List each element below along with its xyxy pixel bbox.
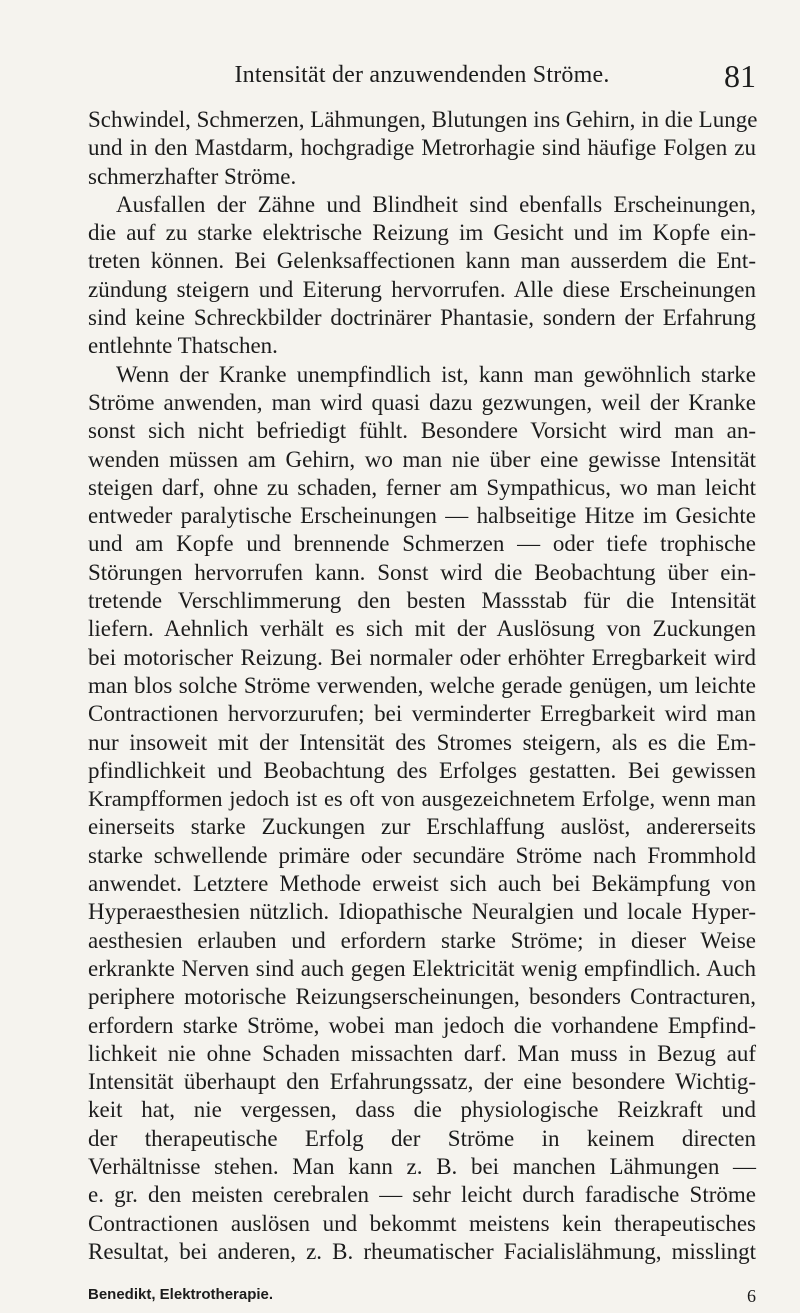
text-line: und am Kopfe und brennende Schmerzen — oder tiefe trophische xyxy=(88,531,756,557)
text-line: wenden müssen am Gehirn, wo man nie über eine gewisse Intensität xyxy=(88,446,756,472)
text-line: steigen darf, ohne zu schaden, ferner am Sympathicus, wo man leicht xyxy=(88,474,756,500)
text-line: zündung steigern und Eiterung hervorrufen. Alle diese Erscheinungen xyxy=(88,276,756,302)
text-line: und in den Mastdarm, hochgradige Metrorhagie sind häufige Folgen zu xyxy=(88,135,756,161)
signature-mark: 6 xyxy=(747,1286,756,1306)
text-line: nur insoweit mit der Intensität des Stromes steigern, als es die Em- xyxy=(88,729,756,755)
text-line: treten können. Bei Gelenksaffectionen kann man ausserdem die Ent- xyxy=(88,248,756,274)
text-line: sonst sich nicht befriedigt fühlt. Besondere Vorsicht wird man an- xyxy=(88,418,756,444)
text-line: der therapeutische Erfolg der Ströme in keinem directen xyxy=(88,1125,756,1151)
text-line: erfordern starke Ströme, wobei man jedoch die vorhandene Empfind- xyxy=(88,1012,756,1038)
text-line: Wenn der Kranke unempfindlich ist, kann man gewöhnlich starke xyxy=(116,361,756,387)
text-line: tretende Verschlimmerung den besten Massstab für die Intensität xyxy=(88,588,756,614)
text-line: Contractionen auslösen und bekommt meistens kein therapeutisches xyxy=(88,1210,756,1236)
text-line: liefern. Aehnlich verhält es sich mit der Auslösung von Zuckungen xyxy=(88,616,756,642)
text-line: entweder paralytische Erscheinungen — halbseitige Hitze im Gesichte xyxy=(88,503,756,529)
text-line: aesthesien erlauben und erfordern starke Ströme; in dieser Weise xyxy=(88,927,756,953)
body-text xyxy=(88,106,756,1266)
page-number: 81 xyxy=(724,58,756,94)
text-line: Ströme anwenden, man wird quasi dazu gezwungen, weil der Kranke xyxy=(88,389,756,415)
text-line: erkrankte Nerven sind auch gegen Elektricität wenig empfindlich. Auch xyxy=(88,955,756,981)
text-line: schmerzhafter Ströme. xyxy=(88,163,297,189)
text-line: Krampfformen jedoch ist es oft von ausgezeichnetem Erfolge, wenn man xyxy=(88,786,756,812)
text-line: einerseits starke Zuckungen zur Erschlaffung auslöst, andererseits xyxy=(88,814,756,840)
text-line: starke schwellende primäre oder secundäre Ströme nach Frommhold xyxy=(88,842,756,868)
text-line: Hyperaesthesien nützlich. Idiopathische Neuralgien und locale Hyper- xyxy=(88,899,756,925)
text-line: Resultat, bei anderen, z. B. rheumatischer Facialislähmung, misslingt xyxy=(88,1238,756,1264)
text-line: periphere motorische Reizungserscheinungen, besonders Contracturen, xyxy=(88,984,756,1010)
text-line: Verhältnisse stehen. Man kann z. B. bei manchen Lähmungen — xyxy=(88,1153,756,1179)
text-line: anwendet. Letztere Methode erweist sich auch bei Bekämpfung von xyxy=(88,871,756,897)
text-line: Schwindel, Schmerzen, Lähmungen, Blutungen ins Gehirn, in die Lunge xyxy=(88,107,758,132)
text-line: die auf zu starke elektrische Reizung im Gesicht und im Kopfe ein- xyxy=(88,220,756,246)
running-header xyxy=(88,58,756,102)
text-line: entlehnte Thatschen. xyxy=(88,333,278,359)
text-line: Intensität überhaupt den Erfahrungssatz, der eine besondere Wichtig- xyxy=(88,1069,756,1095)
text-line: Ausfallen der Zähne und Blindheit sind ebenfalls Erscheinungen, xyxy=(116,191,756,217)
text-line: lichkeit nie ohne Schaden missachten darf. Man muss in Bezug auf xyxy=(88,1040,756,1066)
footer-author: Benedikt, Elektrotherapie. xyxy=(88,1286,274,1303)
running-title: Intensität der anzuwendenden Ströme. xyxy=(234,62,610,88)
text-line: Contractionen hervorzurufen; bei verminderter Erregbarkeit wird man xyxy=(88,701,756,727)
text-line: man blos solche Ströme verwenden, welche gerade genügen, um leichte xyxy=(88,672,756,698)
text-line: keit hat, nie vergessen, dass die physiologische Reizkraft und xyxy=(88,1097,756,1123)
text-line: Störungen hervorrufen kann. Sonst wird die Beobachtung über ein- xyxy=(88,559,756,585)
page-footer xyxy=(88,1286,756,1308)
text-line: bei motorischer Reizung. Bei normaler oder erhöhter Erregbarkeit wird xyxy=(88,644,756,670)
text-line: pfindlichkeit und Beobachtung des Erfolges gestatten. Bei gewissen xyxy=(88,757,756,783)
text-line: e. gr. den meisten cerebralen — sehr leicht durch faradische Ströme xyxy=(88,1182,756,1208)
text-line: sind keine Schreckbilder doctrinärer Phantasie, sondern der Erfahrung xyxy=(88,305,756,331)
